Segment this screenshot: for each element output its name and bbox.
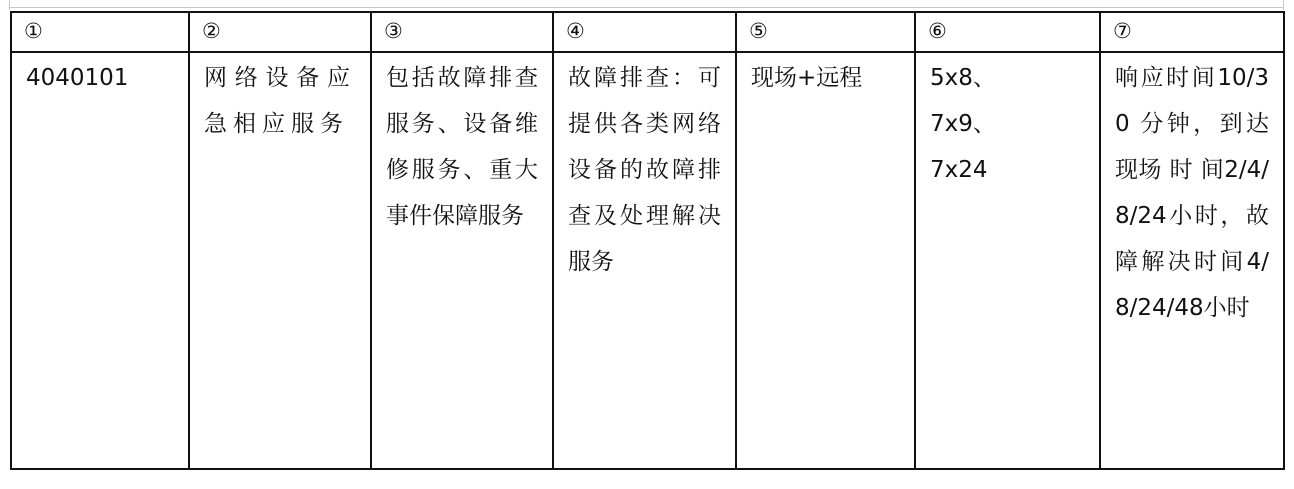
cell-method	[736, 52, 915, 469]
service-time: 5x8、 7x9、 7x24	[930, 65, 996, 183]
header-row	[11, 12, 1284, 52]
service-name: 网络设备应急相应服务	[204, 65, 356, 137]
page-edge-left	[9, 0, 10, 10]
cell-response	[1100, 52, 1284, 469]
service-description: 故障排查：可提供各类网络设备的故障排查及处理解决服务	[568, 65, 721, 275]
service-method: 现场+远程	[751, 65, 863, 91]
table-row	[11, 52, 1284, 469]
header-cell-1: ①	[11, 12, 189, 52]
page-edge-top	[9, 7, 1284, 8]
header-cell-6: ⑥	[915, 12, 1100, 52]
header-cell-3: ③	[371, 12, 553, 52]
service-content: 包括故障排查服务、设备维修服务、重大事件保障服务	[386, 65, 538, 229]
cell-service-name	[189, 52, 371, 469]
service-code: 4040101	[26, 65, 129, 91]
cell-service-time	[915, 52, 1100, 469]
cell-code	[11, 52, 189, 469]
header-cell-2: ②	[189, 12, 371, 52]
cell-description	[553, 52, 736, 469]
header-cell-5: ⑤	[736, 12, 915, 52]
response-times: 响应时间10/30 分钟，到达现场 时 间2/4/8/24小时，故障解决时间4/8/24/48小时	[1115, 65, 1269, 321]
page-edge-right	[1283, 0, 1284, 10]
cell-service-content	[371, 52, 553, 469]
header-cell-7: ⑦	[1100, 12, 1284, 52]
header-cell-4: ④	[553, 12, 736, 52]
service-table	[10, 11, 1285, 470]
